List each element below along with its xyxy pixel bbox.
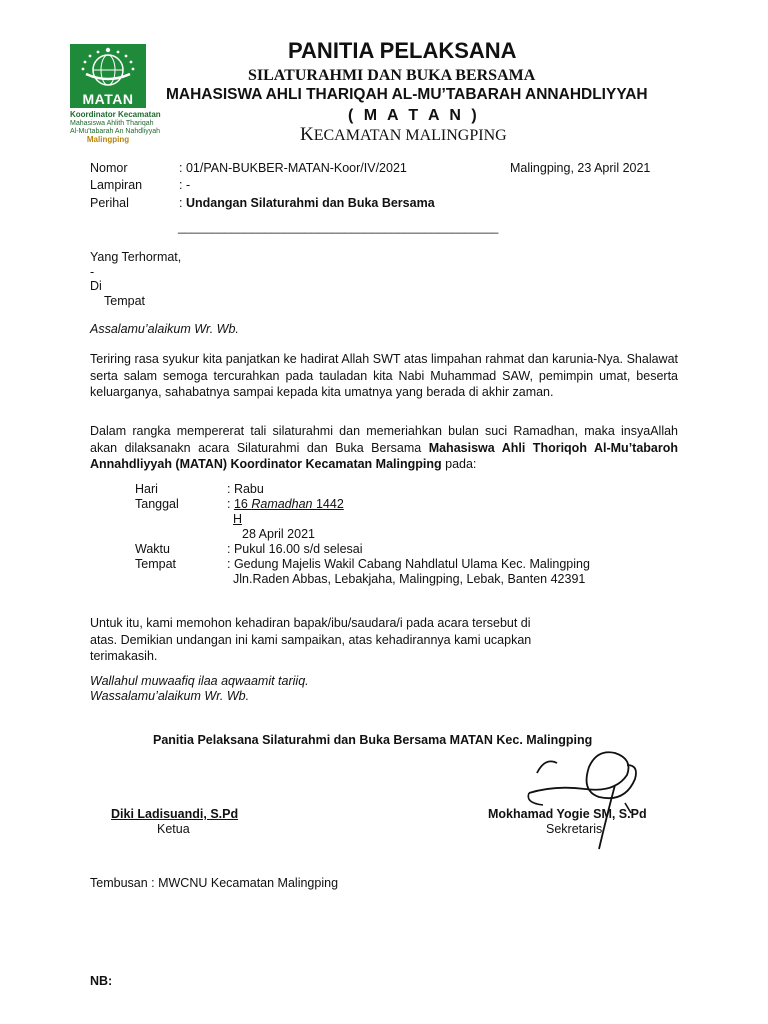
- letterhead-organization: MAHASISWA AHLI THARIQAH AL-MU’TABARAH ANNAHDLIYYAH: [166, 86, 648, 103]
- tanggal-hijri: [227, 497, 344, 511]
- nomor-value: : 01/PAN-BUKBER-MATAN-Koor/IV/2021: [179, 161, 407, 175]
- tembusan-line: Tembusan : MWCNU Kecamatan Malingping: [90, 876, 339, 890]
- tanggal-label: Tanggal: [135, 497, 179, 511]
- waktu-label: Waktu: [135, 542, 170, 556]
- perihal-value: [179, 196, 435, 210]
- signatory-right-name: Mokhamad Yogie SM, S.Pd: [488, 807, 647, 821]
- greeting: Yang Terhormat,: [90, 250, 182, 264]
- paragraph-intro: Teriring rasa syukur kita panjatkan ke hadirat Allah SWT atas limpahan rahmat dan karunia-Nya. Shalawat serta salam semoga tercurahkan pada tauladan kita Nabi Muhammad SAW, pemimpin umat, beserta keluarganya, sahabatnya sampai kepada kita umatnya yang berada di akhir zaman.: [90, 352, 678, 399]
- perihal-rule: ________________________________________________: [178, 220, 499, 234]
- logo-line-3: Al-Mu'tabarah An Nahdliyyah: [70, 128, 161, 135]
- closing-line-1: Wallahul muwaafiq ilaa aqwaamit tariiq.: [90, 674, 309, 688]
- perihal-label: Perihal: [90, 196, 129, 210]
- letterhead-district: [300, 124, 507, 146]
- invitation-end: pada:: [441, 457, 477, 471]
- recipient-dash: -: [90, 265, 95, 279]
- tempat-detail-value-1: : Gedung Majelis Wakil Cabang Nahdlatul Ulama Kec. Malingping: [227, 557, 590, 571]
- matan-logo: [70, 44, 161, 144]
- district-rest: ECAMATAN MALINGPING: [313, 127, 507, 144]
- closing-line-2: Wassalamu’alaikum Wr. Wb.: [90, 689, 250, 703]
- letterhead-subtitle: SILATURAHMI DAN BUKA BERSAMA: [248, 67, 536, 84]
- opening-salutation: Assalamu’alaikum Wr. Wb.: [90, 322, 239, 336]
- tanggal-year: 1442: [312, 497, 344, 511]
- hari-label: Hari: [135, 482, 158, 496]
- tempat-detail-value-2: Jln.Raden Abbas, Lebakjaha, Malingping, Lebak, Banten 42391: [233, 572, 586, 586]
- invitation-organizer: Mahasiswa Ahli Thoriqoh Al-Mu’tabaroh Annahdliyyah (MATAN) Koordinator Kecamatan Malingping: [90, 440, 678, 471]
- logo-line-4: Malingping: [86, 135, 130, 144]
- tanggal-colon: :: [227, 497, 234, 511]
- committee-title: Panitia Pelaksana Silaturahmi dan Buka Bersama MATAN Kec. Malingping: [153, 733, 593, 747]
- tanggal-masehi: 28 April 2021: [242, 527, 315, 541]
- tanggal-hijri-suffix: H: [233, 512, 243, 526]
- perihal-colon: :: [179, 196, 183, 210]
- hari-value: : Rabu: [227, 482, 264, 496]
- tempat-detail-label: Tempat: [135, 557, 176, 571]
- tanggal-day: 16: [233, 497, 252, 511]
- letterhead-title: PANITIA PELAKSANA: [288, 38, 517, 63]
- lampiran-value: : -: [179, 178, 191, 192]
- nomor-label: Nomor: [90, 161, 128, 175]
- logo-line-1: Koordinator Kecamatan: [70, 110, 161, 119]
- place-date: Malingping, 23 April 2021: [510, 161, 651, 175]
- tempat-label: Tempat: [104, 294, 145, 308]
- tanggal-month: Ramadhan: [251, 497, 313, 511]
- nb-label: NB:: [90, 974, 113, 988]
- invitation-text: Dalam rangka mempererat tali silaturahmi dan memeriahkan bulan suci Ramadhan, maka insyaAllah akan dilaksanakn acara Silaturahmi dan Buka Bersama: [90, 424, 678, 455]
- paragraph-invitation: [90, 423, 678, 473]
- signatory-left-role: Ketua: [157, 822, 190, 836]
- waktu-value: : Pukul 16.00 s/d selesai: [227, 542, 363, 556]
- logo-wordmark: MATAN: [70, 90, 146, 108]
- paragraph-closing: Untuk itu, kami memohon kehadiran bapak/ibu/saudara/i pada acara tersebut di atas. Demikian undangan ini kami sampaikan, atas kehadirannya kami ucapkan terimakasih.: [90, 616, 532, 663]
- di-label: Di: [90, 279, 102, 293]
- signature-image: [515, 745, 645, 855]
- letterhead-abbreviation: ( M A T A N ): [348, 107, 480, 124]
- perihal-subject: Undangan Silaturahmi dan Buka Bersama: [185, 196, 435, 210]
- lampiran-label: Lampiran: [90, 178, 143, 192]
- signatory-left-name: Diki Ladisuandi, S.Pd: [111, 807, 239, 821]
- district-initial: K: [300, 124, 314, 145]
- nu-globe-emblem-icon: [70, 44, 146, 92]
- logo-line-2: Mahasiswa Ahlith Thariqah: [70, 120, 154, 127]
- signatory-right-role: Sekretaris: [546, 822, 603, 836]
